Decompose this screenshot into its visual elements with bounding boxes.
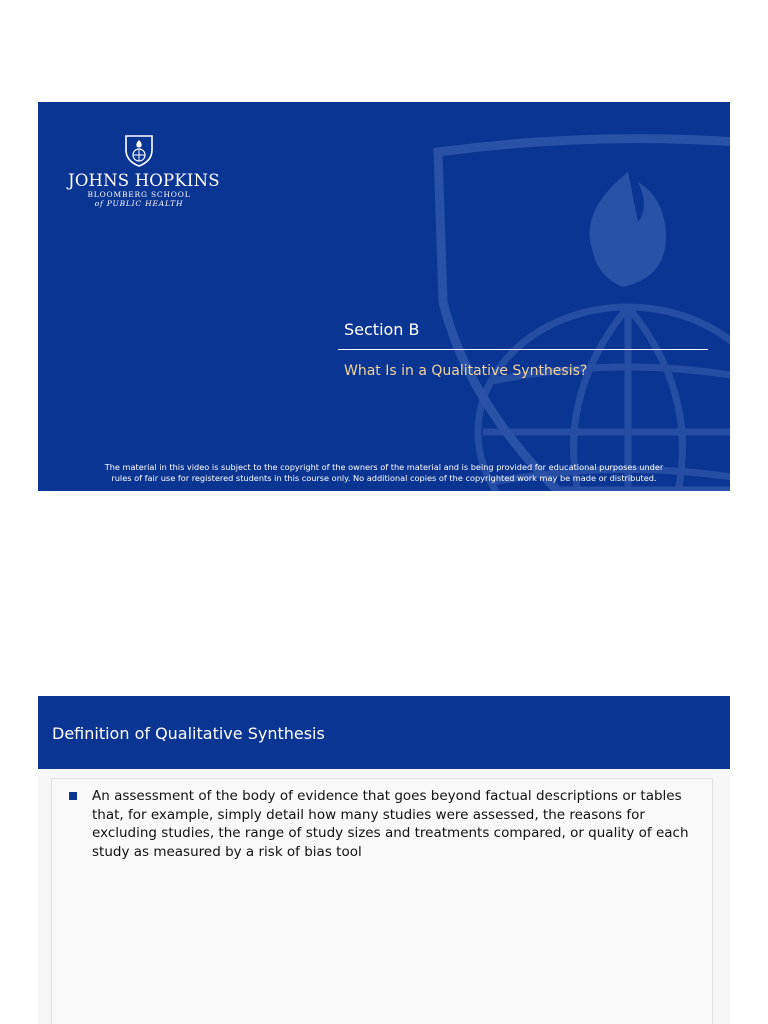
logo-school-line2: of PUBLIC HEALTH (94, 199, 184, 208)
content-box (51, 778, 713, 1024)
copyright-line-1: The material in this video is subject to the copyright of the owners of the material and is being provided for educational purposes under (104, 462, 664, 472)
section-subtitle: What Is in a Qualitative Synthesis? (344, 363, 588, 379)
section-title: Section B (344, 320, 420, 339)
copyright-line-2: rules of fair use for registered students in this course only. No additional copies of the copyrighted work may be made or distributed. (111, 473, 657, 483)
shield-icon (123, 134, 155, 168)
copyright-notice (58, 462, 710, 484)
logo-name: JOHNS HOPKINS (68, 171, 220, 190)
definition-slide (38, 696, 730, 1024)
section-divider (338, 349, 708, 350)
slide-title: Definition of Qualitative Synthesis (52, 724, 325, 743)
jhu-logo (68, 134, 220, 208)
slide-header (38, 696, 730, 769)
logo-school-line1: BLOOMBERG SCHOOL (87, 190, 191, 199)
title-slide (38, 102, 730, 491)
bullet-text: An assessment of the body of evidence that goes beyond factual descriptions or tables that, for example, simply detail how many studies were assessed, the reasons for excluding studies, the range of study sizes and treatments compared, or quality of each study as measured by a risk of bias tool (92, 788, 689, 860)
bullet-square-icon (69, 792, 77, 800)
